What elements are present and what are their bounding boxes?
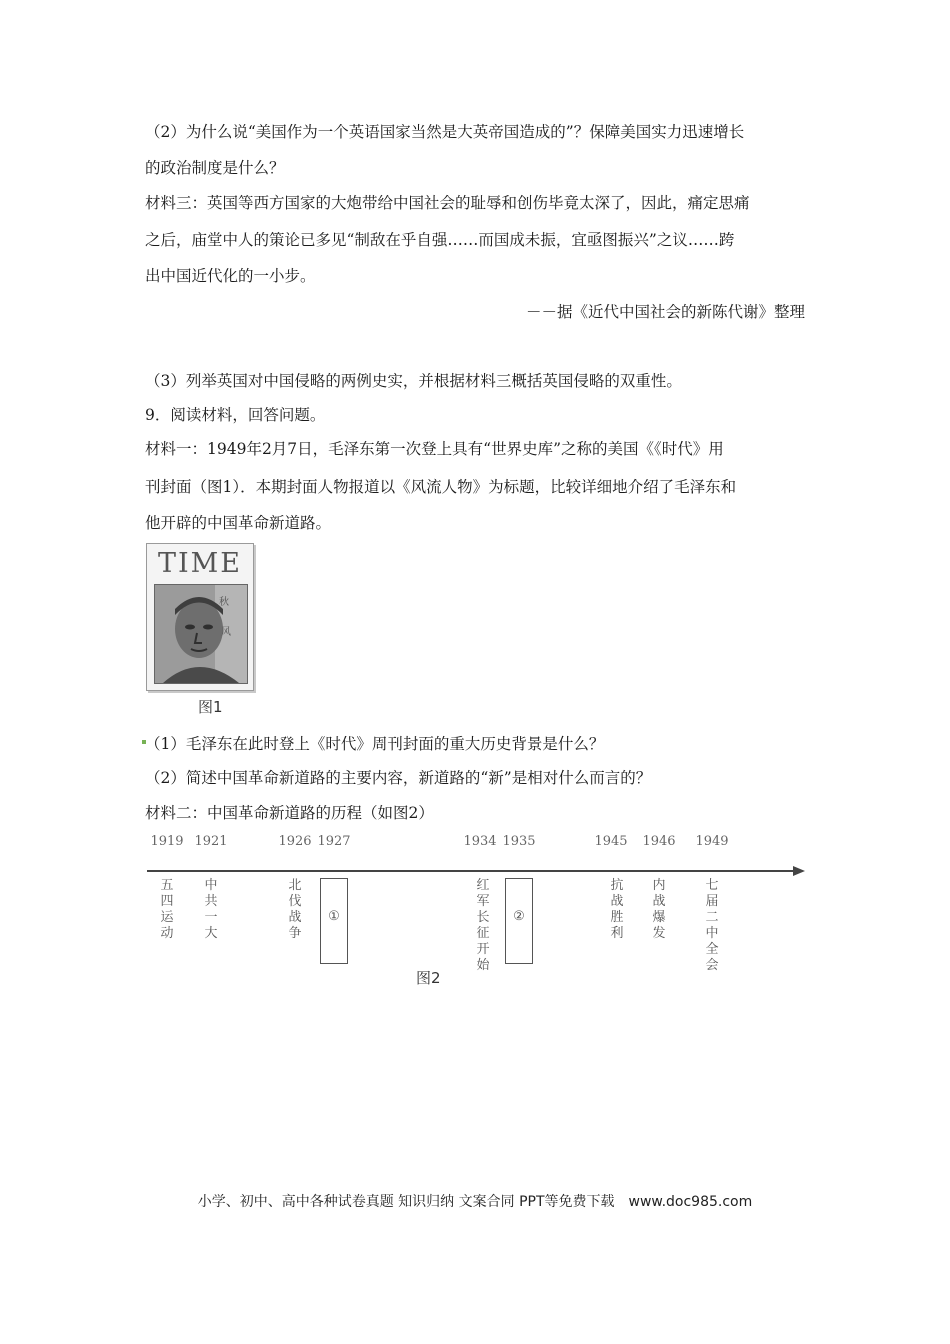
material-3-line-3: 出中国近代化的一小步。	[145, 267, 316, 285]
revolution-timeline	[145, 828, 810, 973]
time-cover-figure	[146, 543, 254, 691]
event-war-victory: 抗战胜利	[610, 878, 624, 941]
blank-box-2	[505, 878, 533, 964]
event-northern-expedition: 北伐战争	[288, 878, 302, 941]
year-1926: 1926	[278, 834, 312, 849]
event-may-fourth: 五四运动	[160, 878, 174, 941]
question-9-heading: 9．阅读材料，回答问题。	[145, 406, 326, 424]
figure-1-label: 图1	[198, 698, 223, 716]
event-long-march: 红军长征开始	[476, 878, 490, 973]
blank-box-1	[320, 878, 348, 964]
cover-title: TIME	[157, 548, 243, 579]
material-1-line-1: 材料一：1949年2月7日，毛泽东第一次登上具有“世界史库”之称的美国《《时代》用	[145, 440, 724, 458]
material-1-line-3: 他开辟的中国革命新道路。	[145, 514, 332, 532]
event-second-plenum: 七届二中全会	[705, 878, 719, 973]
question-9-2: （2）简述中国革命新道路的主要内容，新道路的“新”是相对什么而言的？	[145, 769, 652, 787]
portrait-image	[154, 584, 248, 684]
year-1934: 1934	[463, 834, 497, 849]
year-1919: 1919	[150, 834, 184, 849]
year-1921: 1921	[194, 834, 228, 849]
material-1-line-2: 刊封面（图1）．本期封面人物报道以《风流人物》为标题，比较详细地介绍了毛泽东和	[145, 478, 737, 496]
page-footer: 小学、初中、高中各种试卷真题 知识归纳 文案合同 PPT等免费下载 www.doc985.com	[197, 1194, 753, 1210]
year-1945: 1945	[594, 834, 628, 849]
question-2-line-2: 的政治制度是什么？	[145, 159, 285, 177]
year-1949: 1949	[695, 834, 729, 849]
material-3-line-2: 之后，庙堂中人的策论已多见“制敌在乎自强……而国成未振，宜亟图振兴”之议……跨	[145, 231, 735, 249]
material-2-line: 材料二：中国革命新道路的历程（如图2）	[145, 804, 434, 822]
year-1935: 1935	[502, 834, 536, 849]
question-2-line-1: （2）为什么说“美国作为一个英语国家当然是大英帝国造成的”？保障美国实力迅速增长	[145, 123, 745, 141]
box-2-marker: ②	[513, 909, 525, 924]
box-1-marker: ①	[328, 909, 340, 924]
material-3-line-1: 材料三：英国等西方国家的大炮带给中国社会的耻辱和创伤毕竟太深了，因此，痛定思痛	[145, 194, 750, 212]
year-1927: 1927	[317, 834, 351, 849]
svg-text:秋: 秋	[219, 597, 229, 608]
year-1946: 1946	[642, 834, 676, 849]
figure-2-label: 图2	[416, 969, 441, 987]
question-3-line: （3）列举英国对中国侵略的两例史实，并根据材料三概括英国侵略的双重性。	[145, 372, 682, 390]
event-civil-war: 内战爆发	[652, 878, 666, 941]
svg-text:风: 风	[221, 627, 231, 638]
event-first-congress: 中共一大	[204, 878, 218, 941]
question-9-1: （1）毛泽东在此时登上《时代》周刊封面的重大历史背景是什么？	[145, 735, 605, 753]
material-3-source: －－据《近代中国社会的新陈代谢》整理	[525, 303, 805, 321]
